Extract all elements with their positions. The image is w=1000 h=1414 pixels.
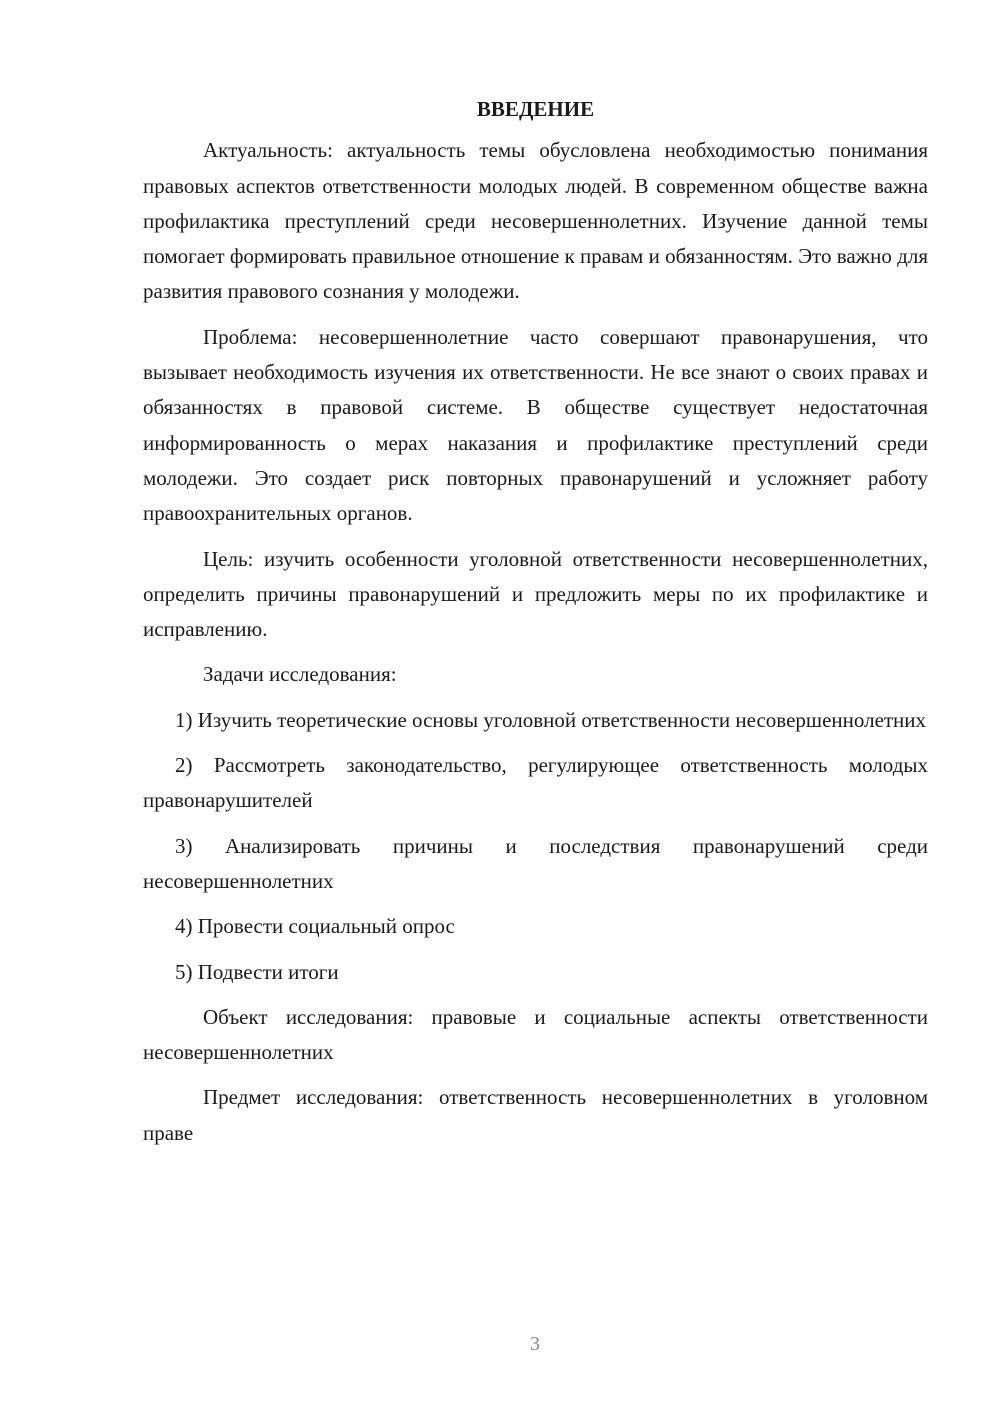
task-item-1: 1) Изучить теоретические основы уголовной ответственности несовершеннолетних [175, 707, 927, 732]
object-paragraph: Объект исследования: правовые и социальные аспекты ответственности несовершеннолетних [143, 1004, 928, 1065]
page-title: ВВЕДЕНИЕ [476, 97, 595, 121]
problem-paragraph: Проблема: несовершеннолетние часто совершают правонарушения, что вызывает необходимость изучения их ответственности. Не все знают о своих правах и обязанностях в правовой системе. В обществе существует недостаточная информированность о мерах наказания и профилактике преступлений среди молодежи. Это создает риск повторных правонарушений и усложняет работу правоохранительных органов. [143, 324, 928, 526]
relevance-paragraph: Актуальность: актуальность темы обусловлена необходимостью понимания правовых аспектов ответственности молодых людей. В современном обществе важна профилактика преступлений среди несовершеннолетних. Изучение данной темы помогает формировать правильное отношение к правам и обязанностям. Это важно для развития правового сознания у молодежи. [143, 138, 928, 304]
task-item-4: 4) Провести социальный опрос [175, 914, 455, 939]
subject-paragraph: Предмет исследования: ответственность несовершеннолетних в уголовном праве [143, 1085, 928, 1145]
task-item-5: 5) Подвести итоги [175, 959, 339, 984]
page-number: 3 [530, 1333, 540, 1355]
task-item-3: 3) Анализировать причины и последствия правонарушений среди несовершеннолетних [143, 833, 928, 893]
page-content [143, 92, 928, 1161]
tasks-heading: Задачи исследования: [203, 662, 397, 687]
goal-paragraph: Цель: изучить особенности уголовной ответственности несовершеннолетних, определить причины правонарушений и предложить меры по их профилактике и исправлению. [143, 546, 928, 642]
task-item-2: 2) Рассмотреть законодательство, регулирующее ответственность молодых правонарушителей [143, 753, 928, 813]
